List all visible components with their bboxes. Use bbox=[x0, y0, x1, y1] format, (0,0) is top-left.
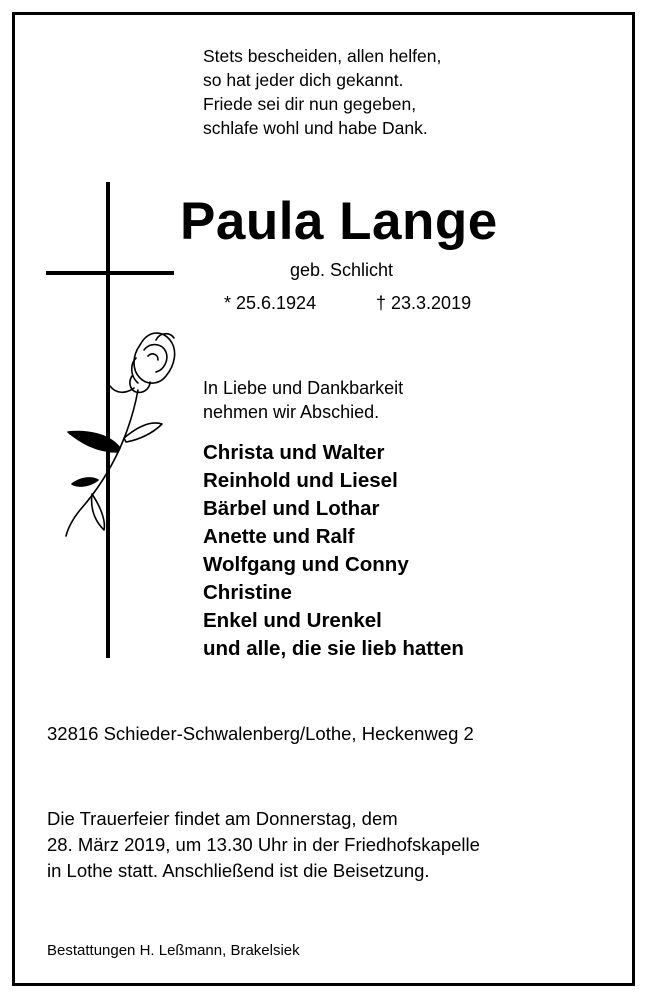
poem-line: so hat jeder dich gekannt. bbox=[203, 70, 404, 90]
cross-with-rose bbox=[40, 180, 190, 660]
funeral-home: Bestattungen H. Leßmann, Brakelsiek bbox=[47, 942, 300, 959]
mourner: Bärbel und Lothar bbox=[203, 497, 380, 520]
mourner: Enkel und Urenkel bbox=[203, 609, 382, 632]
mourner: Wolfgang und Conny bbox=[203, 553, 409, 576]
birth-date: * 25.6.1924 bbox=[224, 293, 317, 313]
poem bbox=[203, 44, 441, 140]
death-date: † 23.3.2019 bbox=[376, 293, 472, 313]
birth-name: geb. Schlicht bbox=[290, 260, 394, 280]
cross-icon bbox=[46, 182, 174, 658]
mourner: Anette und Ralf bbox=[203, 525, 355, 548]
mourner: und alle, die sie lieb hatten bbox=[203, 637, 464, 660]
deceased-name: Paula Lange bbox=[180, 192, 498, 251]
rose-icon bbox=[66, 333, 175, 536]
poem-line: Stets bescheiden, allen helfen, bbox=[203, 46, 442, 66]
mourner: Christa und Walter bbox=[203, 441, 385, 464]
mourner: Christine bbox=[203, 581, 292, 604]
farewell-text bbox=[203, 376, 403, 424]
mourner: Reinhold und Liesel bbox=[203, 469, 398, 492]
service-line: in Lothe statt. Anschließend ist die Beisetzung. bbox=[47, 860, 430, 881]
mourners-list bbox=[203, 439, 464, 663]
family-address: 32816 Schieder-Schwalenberg/Lothe, Heckenweg 2 bbox=[47, 723, 474, 744]
poem-line: schlafe wohl und habe Dank. bbox=[203, 118, 428, 138]
poem-line: Friede sei dir nun gegeben, bbox=[203, 94, 417, 114]
service-line: 28. März 2019, um 13.30 Uhr in der Friedhofskapelle bbox=[47, 834, 480, 855]
service-info bbox=[47, 806, 480, 884]
farewell-line: In Liebe und Dankbarkeit bbox=[203, 378, 404, 398]
service-line: Die Trauerfeier findet am Donnerstag, dem bbox=[47, 808, 398, 829]
farewell-line: nehmen wir Abschied. bbox=[203, 402, 380, 422]
